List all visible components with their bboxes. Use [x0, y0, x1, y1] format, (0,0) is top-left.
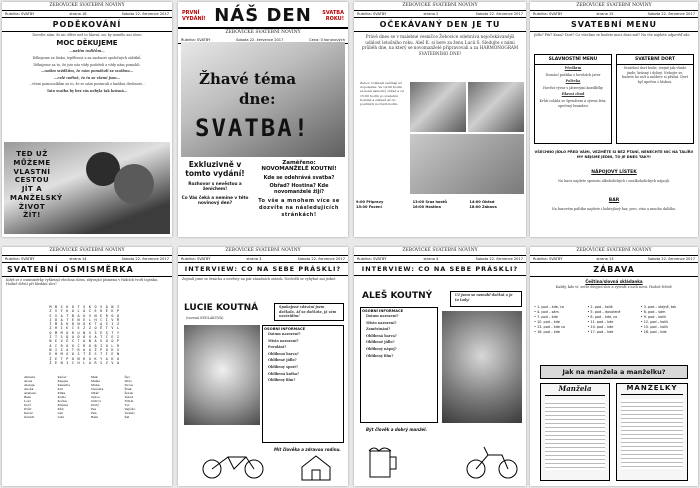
menu-label: Polévka [565, 79, 581, 84]
bar-heading: BAR [608, 198, 620, 203]
schedule-item: 14:00 Obřad [469, 200, 495, 204]
first-edition-badge: PRVNÍ VYDÁNÍ! [182, 9, 206, 22]
headline-2: dne: [239, 90, 276, 108]
fact-row: Oblíbený sport? [268, 364, 298, 369]
page-date: Sobota 22. července 2017 [121, 11, 169, 16]
page-number: strana 14 [69, 256, 87, 261]
exclusive-1: Exkluzivně v [188, 160, 242, 169]
word-item: Klika [57, 391, 66, 395]
masthead-sub: ŽEBOVICKÉ SVATEBNÍ NOVINY [225, 30, 301, 35]
pair-item: • 1. pod – kde, co [534, 305, 564, 309]
word-item: Alosa [24, 379, 33, 383]
focus-label: Zaměřeno: [282, 160, 316, 166]
schedule-item: 15:00 Focení [356, 205, 382, 209]
page-number: strana 16 [69, 11, 87, 16]
grid-row: ZVÝKOLÁČEKĚKP [49, 309, 123, 314]
page-zabava [530, 247, 698, 486]
word-item: Kačer [24, 411, 33, 415]
fact-row: Místo narození? [366, 320, 397, 325]
page-meta [530, 256, 698, 263]
word-item: Bala [24, 395, 31, 399]
bride-photo [468, 82, 524, 132]
grid-row: NEVĚSTANAVOOP [49, 339, 123, 344]
groom-name: ALEŠ KOUTNÝ [362, 291, 433, 301]
fact-row: Oblíbená barva? [268, 351, 299, 356]
word-item: Dort [24, 403, 31, 407]
menu-item: Krůtí roláda se špenátem a sýrem feta, opečený brambor [539, 98, 607, 108]
page-header: ŽEBOVICKÉ SVATEBNÍ NOVINY [2, 2, 172, 11]
bride-quote: Spokojené vdávání jsem dočkala. Ať se dočkáte, já vám nezávidím! [274, 303, 344, 321]
page-meta [178, 256, 348, 263]
section-label: Rubrika: SVATBY [533, 11, 563, 16]
word-item: Almara [24, 375, 35, 379]
intro-text: Dovolte nám, že nic dříve než to hlavní, nic by nemělo ani slovo [32, 32, 142, 37]
beer-mug-icon [364, 443, 404, 481]
facts-heading: OSOBNÍ INFORMACE [264, 327, 306, 331]
word-item: Tyr [124, 403, 130, 407]
house-icon [298, 453, 334, 481]
grid-row: ÍTSDADOVATČEI [49, 335, 123, 340]
word-item: Lubí [57, 415, 65, 419]
page-title: SVATEBNÍ MENU [530, 18, 698, 32]
pair-item: • 7. pod – kde [534, 315, 558, 319]
pair-item: • 14. pod – kde [587, 325, 614, 329]
pair-item: • 9. pod – kolik [640, 315, 667, 319]
page-header: ŽEBOVICKÉ SVATEBNÍ NOVINY [354, 247, 526, 256]
pair-item: • 6. pod – sám [640, 310, 666, 314]
exclusive-4: Co Vás čeká a nemine v této novinový den? [181, 194, 249, 206]
couple-hero-photo [181, 42, 345, 157]
word-item: Šotek [124, 391, 134, 395]
bride-name: LUCIE KOUTNÁ [184, 303, 259, 313]
schedule-item: 18:00 Zábava [469, 205, 497, 209]
page-header: ŽEBOVICKÉ SVATEBNÍ NOVINY [354, 2, 526, 11]
page-meta [354, 11, 526, 18]
page-front [178, 2, 348, 237]
grid-row: ZHIEČEZZOĚTVL [49, 326, 123, 331]
word-item: Muka [91, 383, 100, 387]
word-item: Dvůr [24, 407, 32, 411]
word-item: Mák [91, 375, 98, 379]
page-title: SVATEBNÍ OSMISMĚRKA [2, 263, 172, 277]
page-meta [2, 11, 172, 18]
drinks-text: Na baru najdete spoustu alkoholických i nealkoholických nápojů. [558, 179, 670, 183]
puzzle-heading: Čeština/slovná skládanka [585, 278, 643, 284]
grid-row: SVATBAUVNEROO [49, 313, 123, 318]
pair-item: • 18. pod – kde [640, 330, 667, 334]
fact-row: Oblíbené jídlo? [268, 358, 297, 363]
page-meta [530, 11, 698, 18]
intro-text: Když se z osmisměrky vyškrtají všechna slova, zbývající písmena v řádcích tvoří tajenku. Hodně štěstí při hledání slov! [6, 277, 159, 287]
word-item: Úsměv [124, 411, 135, 415]
fact-row: Oblíbená barva? [366, 333, 397, 338]
couple-photo [410, 134, 524, 194]
word-item: Oltář [91, 391, 99, 395]
pair-item: • 8. pod – kde, co [587, 315, 618, 319]
word-item: Kódlo [57, 395, 67, 399]
wedding-badge: SVATBA ROKU! [322, 9, 344, 22]
couple-banner: Jak na manžela a manželku? [540, 365, 688, 379]
fact-row: Datum narození? [366, 314, 399, 318]
word-item: Žal [124, 415, 130, 419]
focus-q2: Obřad? Hostina? Kde novomanželé žijí? [269, 183, 329, 195]
menu-label: Předkrm [564, 66, 582, 70]
word-item: Kapela [57, 379, 68, 383]
lead-text: Právě dnes se v malebné vesničce Žebovice odehrává nejočekávanější událost letošního roku. Aleš K. si bere za ženu Lucii S. Sledujte s námi průběh dne, na který se novomanželé připravovali a za HARMONOGRAM SVATEBNÍHO DNE! [361, 33, 519, 56]
page-date: Sobota 22. července 2017 [297, 256, 345, 261]
page-number: strana 15 [596, 11, 614, 16]
menu-label: Hlavní chod [561, 92, 585, 97]
thanks-text-4: Tato svatba by bez vás nebyla tak krásná… [46, 89, 128, 93]
page-meta [354, 256, 526, 263]
fact-row: Datum narození? [268, 332, 301, 336]
fact-row: Oblíbený film? [366, 353, 394, 358]
page-interview-ales [354, 247, 526, 486]
page-number: strana 3 [246, 256, 262, 261]
page-number: strana 13 [596, 256, 614, 261]
schedule-item: 9:00 Přípravy [356, 200, 384, 204]
word-item: Slova [124, 383, 133, 387]
bride-photo [184, 325, 260, 425]
page-number: strana 4 [423, 256, 439, 261]
thanks-text-1: Děkujeme za lásku, trpělivost a za možnost společných zážitků. [32, 56, 142, 61]
page-date: Sobota 22. července 2017 [236, 37, 284, 42]
page-date: Sobota 22. července 2017 [475, 11, 523, 16]
word-item: Losy [24, 399, 32, 403]
word-item: Kid [57, 387, 63, 391]
wife-text-lines [621, 399, 683, 469]
word-pairs [534, 305, 694, 335]
page-date: Sobota 22. července 2017 [647, 256, 695, 261]
column-text: Žebov. Události začínají už dopoledne. Ve 14:00 hodin se koná samotný obřad a od 15:00 hodin po svatební hostině a zábavě až do pozdních nočních hodin. [360, 81, 404, 106]
focus-couple: NOVOMANŽELÉ KOUTNÍ! [261, 166, 337, 172]
word-item: Ancák [24, 387, 34, 391]
fact-row: Oblíbený nápoj? [366, 346, 397, 351]
schedule-item: 13:00 Sraz hostů [412, 200, 447, 204]
page-title: ZÁBAVA [530, 263, 698, 277]
page-header: ŽEBOVICKÉ SVATEBNÍ NOVINY [530, 2, 698, 11]
exclusive-2: tomto vydání! [185, 169, 245, 178]
fact-row: Oblíbená kniha? [268, 371, 300, 376]
cake-heading: SVATEBNÍ DORT [617, 55, 693, 65]
page-interview-lucie [178, 247, 348, 486]
word-item: Slivo [124, 379, 132, 383]
fact-row: Oblíbené jídlo? [366, 340, 395, 345]
word-item: Kůň [57, 407, 64, 411]
thanks-heading: MOC DĚKUJEME [56, 39, 118, 48]
word-item: Šrak [124, 387, 132, 391]
pair-item: • 17. pod – kde [587, 330, 614, 334]
caption-text: TED UŽ MŮŽEME VLASTNÍ CESTOU JÍT A MANŽELSKÝ ŽIVOT ŽÍT! [10, 150, 63, 220]
word-list [24, 375, 154, 419]
section-label: Rubrika: SVATBY [357, 11, 387, 16]
word-item: Kočka [57, 399, 67, 403]
cake-text: Svatební dort bude, stejně jak všude jinde, krásný i dobrý. Nebojte se, budete ho mít a můžete si přidat. Dort byl upečen s láskou. [622, 66, 688, 84]
grid-row: NIZATRAAŽPUKS [49, 347, 123, 352]
thanks-text-2: Děkujeme za to, že jste nás vždy podrželi a vždy nám pomohli. [33, 62, 141, 67]
menu-item: Hovězí vývar s játrovými knedlíčky [543, 85, 603, 90]
word-item: Mašle [91, 379, 101, 383]
husband-text-lines [545, 400, 605, 470]
page-meta [2, 256, 172, 263]
drinks-heading: NÁPOJOVÝ LÍSTEK [591, 170, 637, 175]
word-item: Kasárně [57, 383, 70, 387]
pair-item: • 13. pod – kde co [534, 325, 565, 329]
intro-text: Jídlo? Pití? Kaaa? Dort? Co všechno se budete moci dnes mít? Na vše najdete odpověď zde. [534, 32, 691, 37]
word-search-grid [36, 305, 136, 365]
word-item: Pán [91, 411, 97, 415]
section-label: Rubrika: SVATBY [357, 256, 387, 261]
word-item: Vajíčko [124, 407, 136, 411]
schedule-item: 16:00 Hostina [412, 205, 441, 209]
page-date: Sobota 22. července 2017 [121, 256, 169, 261]
word-item: Prstý [91, 403, 99, 407]
page-title: OČEKÁVANÝ DEN JE TU [354, 18, 526, 32]
word-item: Tintín [124, 399, 134, 403]
page-header: ŽEBOVICKÉ SVATEBNÍ NOVINY [178, 247, 348, 256]
pair-item: • 10. pod – kde [534, 320, 560, 324]
grid-row: ÁCROUČROBIOLR [49, 343, 123, 348]
word-item: Pes [91, 407, 97, 411]
grid-row: ÍMÁKRNUKTAŠIZ [49, 322, 123, 327]
word-item: Opice [91, 395, 100, 399]
groom-quote: Už jsem se nemohl dočkat a je to tady! [450, 291, 522, 307]
page-title: INTERVIEW: CO NA SEBE PRÁSKLI? [354, 263, 526, 276]
section-label: Rubrika: SVATBY [5, 256, 35, 261]
intro-text: Každý, kdo ví, sečte dvojice slov a vytvoří z nich nová. Hodně štěstí! [555, 284, 673, 289]
thanks-witnesses: …našim svědkům, že nám pomáhali se svatbou… [40, 69, 134, 74]
couple-photo [4, 142, 170, 234]
bar-text: Na barovém pultíku najdete i koktejlový bar, pivo, víno a mnoho dalšího. [551, 207, 677, 211]
grid-row: ŽETPONRUKYAKO [49, 356, 123, 361]
page-number: strana 2 [423, 11, 439, 16]
pair-item: • 5. pod – dovolené [587, 310, 621, 314]
section-label: Rubrika: SVATBY [533, 256, 563, 261]
groom-photo [410, 82, 466, 132]
headline-1: Žhavé téma [199, 70, 297, 88]
word-item: Nevěsta [91, 387, 104, 391]
grid-row: EHMGOŠTĚSTÍEN [49, 352, 123, 357]
pair-item: • 16. pod – kde [534, 330, 560, 334]
pair-item: • 3. pod – stejně, tak [640, 305, 677, 309]
footer-quote: Být člověk a dobrý manžel. [366, 427, 428, 432]
fact-row: Zaměstnání? [366, 327, 391, 332]
footer-quote: Mít člověka a zdravou rodinu. [274, 447, 341, 452]
fact-row: Místo narození? [268, 338, 299, 343]
pair-item: • 12. pod – kolik [640, 320, 669, 324]
bicycle-icon [198, 451, 278, 481]
menu-heading: SLAVNOSTNÍ MENU [535, 55, 611, 65]
groom-photo [442, 311, 522, 423]
word-item: Arabela [24, 391, 36, 395]
grid-row: JDATENELHCÍVŘ [49, 317, 123, 322]
section-label: Rubrika: SVATBY [181, 37, 211, 42]
word-item: Aleluja [24, 383, 35, 387]
grid-row: OMMORUNSŠESTY [49, 330, 123, 335]
masthead: NÁŠ DEN [214, 5, 312, 26]
page-date: Sobota 22. července 2017 [475, 256, 523, 261]
word-item: Ostrov [91, 399, 102, 403]
husband-heading: Manžela [558, 384, 592, 393]
word-item: Tekut [124, 395, 133, 399]
focus-q1: Kde se odehrává svatba? [263, 175, 335, 181]
notice-text: VŠECHNO JÍDLO PŘED VÁMI, VEZMĚTE SI BEZ PTANÍ, NENECHTE NIC NA TALÍŘI! MY NEJSME JEDNI, TO JE DNES TAKY! [534, 150, 694, 160]
thanks-family: …celé rodině, že tu se všemi jsou… [54, 75, 120, 80]
bride-figure [114, 164, 154, 204]
page-menu [530, 2, 698, 237]
wife-heading: MANŽELKY [626, 384, 678, 392]
page-header: ŽEBOVICKÉ SVATEBNÍ NOVINY [530, 247, 698, 256]
section-label: Rubrika: SVATBY [5, 11, 35, 16]
focus-q3: To vše a mnohem více se dozvíte na následujících stránkách! [258, 198, 340, 218]
grid-row: MBSKOTVKOVÁNÍ [49, 305, 123, 309]
exclusive-3: Rozhovor s nevěstou a ženichem! [188, 181, 242, 192]
intro-text: Zeptali jsme se ženicha a nevěsty na pár zásadních otázek. Nechtěli se vyhýbat ani jedné. [182, 276, 337, 281]
price-label: Cena: 0 korunových [309, 37, 345, 42]
page-date: Sobota 22. července 2017 [647, 11, 695, 16]
motorcycle-icon [464, 437, 520, 481]
word-item: Šev [124, 375, 131, 379]
word-item: Kačer [57, 375, 67, 379]
page-podekovani [2, 2, 172, 237]
pair-item: • 2. pod – kolik [587, 305, 613, 309]
grid-row: ŽENICHLARSZVA [49, 360, 123, 365]
fact-row: Oblíbený film? [268, 378, 296, 383]
page-ocekavany-den [354, 2, 526, 237]
page-header: ŽEBOVICKÉ SVATEBNÍ NOVINY [2, 247, 172, 256]
word-item: Lék [57, 411, 64, 415]
pair-item: • 15. pod – kolik [640, 325, 669, 329]
pair-item: • 4. pod – sám [534, 310, 559, 314]
facts-heading: OSOBNÍ INFORMACE [362, 309, 404, 313]
page-title: INTERVIEW: CO NA SEBE PRÁSKLI? [178, 263, 348, 276]
fact-row: Povolání? [268, 345, 287, 350]
thanks-text-3: …všem pomocníkům za to, že se nám postarali o každou drobnost… [28, 82, 146, 87]
word-item: Ráni [91, 415, 99, 419]
thanks-parents: …našim rodičům… [69, 49, 105, 54]
menu-item: Domácí paštika z hovězích jater [545, 72, 601, 77]
section-label: Rubrika: SVATBY [181, 256, 211, 261]
page-title: PODĚKOVÁNÍ [2, 18, 172, 32]
word-item: Ženich [24, 415, 35, 419]
pair-item: • 11. pod – kde [587, 320, 614, 324]
page-osmismerka [2, 247, 172, 486]
bride-maiden: (rozená SEDLÁKOVÁ) [186, 316, 224, 320]
word-item: Krásné [57, 403, 69, 407]
headline-3: SVATBA! [195, 114, 311, 142]
